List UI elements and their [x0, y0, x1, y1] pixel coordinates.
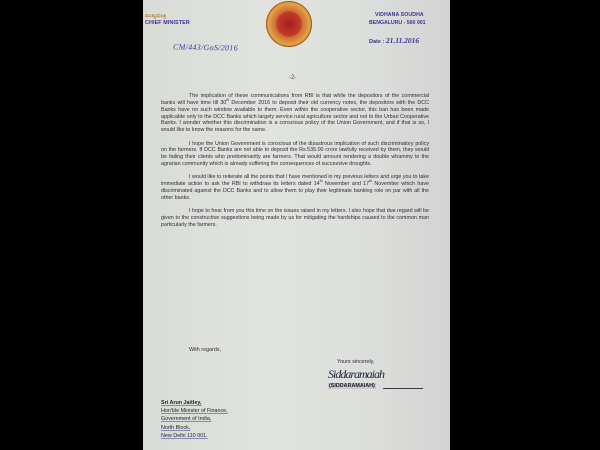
letterhead-right	[369, 12, 426, 45]
letterhead-left	[145, 13, 190, 26]
signer-name: (SIDDARAMAIAH)	[329, 383, 375, 389]
closing-line: Yours sincerely,	[337, 359, 375, 365]
handwritten-signature: Siddaramaiah	[328, 367, 385, 381]
regards-line: With regards,	[189, 347, 222, 353]
letter-date	[369, 36, 426, 45]
letterhead-address-line1: VIDHANA SOUDHA	[375, 12, 424, 18]
paragraph-1-text-b: December 2016 to deposit their old currency notes, the depositors with the DCC Banks have no such window available to them. Even within the cooperative sector, this ban has been made applicable only to the DCC Banks which largely service rural agriculture sector and not to the Urban Cooperative Banks. I wonder whether this discrimination is a conscious policy of the Union Government, and if that is so, I would like to know the reasons for the same.	[161, 99, 429, 134]
recipient-title: Hon'ble Minister of Finance,	[161, 408, 228, 415]
paragraph-3	[161, 174, 429, 201]
recipient-address-line1: North Block,	[161, 424, 191, 431]
paragraph-2: I hope the Union Government is conscious of the disastrous implication of such discriminatory policy on the farmers. If DCC Banks are not able to deposit the Rs.535.00 crore lawfully received by them, they would be failing their clients who predominantly are farmers. That would amount rendering a double whammy to the agrarian community which is already suffering the consequences of successive droughts.	[161, 140, 429, 168]
reference-number: CM/443/GoS/2016	[172, 42, 239, 53]
ordinal-suffix: th	[369, 179, 373, 184]
paragraph-1	[161, 93, 429, 134]
paragraph-4: I hope to hear from you this time on the issues raised in my letters. I also hope that due regard will be given to the constructive suggestions being made by us for mitigating the hardships caused to the common man particularly the farmers.	[161, 208, 429, 228]
paragraph-3-text-a: I would like to reiterate all the points that I have mentioned in my previous letters and urge you to take immediate action to ask the RBI to withdraw its letters dated 14	[161, 174, 430, 188]
letterhead-kannada-title: ಮುಖ್ಯಮಂತ್ರಿ	[145, 13, 167, 19]
letter-page	[143, 0, 450, 450]
letterhead-address-line2: BENGALURU - 560 001	[369, 20, 426, 26]
signature-underline	[383, 388, 423, 389]
ordinal-suffix: th	[319, 179, 323, 184]
karnataka-emblem-icon	[266, 1, 312, 47]
paragraph-1-text-a: The implication of these communications from RBI is that while the depositors of the commercial banks will have time till 30	[161, 93, 429, 106]
recipient-address	[161, 399, 228, 440]
recipient-address-line2: New Delhi 110 001.	[161, 432, 208, 439]
page-number: -2-	[289, 75, 297, 81]
letterhead-chief-minister: CHIEF MINISTER	[145, 20, 190, 26]
paragraph-3-text-c: November which have discriminated against the DCC Banks and to allow them to play their legitimate banking role on par with all the other banks.	[161, 181, 429, 201]
date-label: Date :	[369, 39, 385, 45]
paragraph-3-text-b: November and 17	[322, 181, 370, 188]
emblem-center-icon	[276, 11, 302, 37]
letter-body	[161, 93, 429, 235]
date-value: 21.11.2016	[385, 36, 420, 45]
recipient-name: Sri Arun Jaitley,	[161, 400, 202, 406]
ordinal-suffix: th	[226, 98, 230, 103]
recipient-org: Government of India,	[161, 416, 212, 423]
